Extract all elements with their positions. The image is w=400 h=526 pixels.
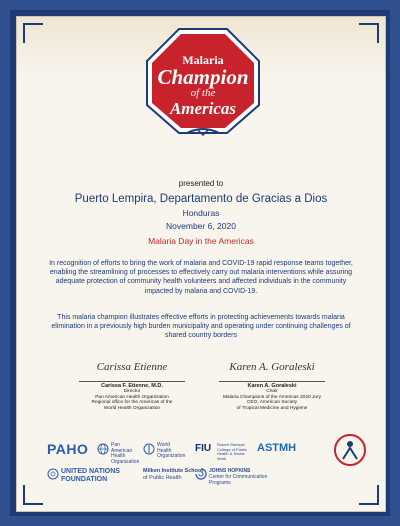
malaria-champion-badge xyxy=(143,25,263,137)
corner-ornament xyxy=(359,485,379,505)
who-emblem-icon xyxy=(143,443,155,455)
milken-logo-line2: of Public Health xyxy=(143,475,182,481)
corner-ornament xyxy=(359,23,379,43)
malaria-alliance-emblem-icon xyxy=(333,433,367,467)
johns-hopkins-logo-line2: Center for Communication Programs xyxy=(209,474,268,486)
badge-line-malaria: Malaria xyxy=(182,53,224,67)
corner-ornament xyxy=(23,485,43,505)
presented-to-label: presented to xyxy=(178,179,224,188)
signatory-role: Malaria Champions of the Americas 2020 Jury xyxy=(222,394,322,400)
un-foundation-logo-line1: UNITED NATIONS xyxy=(61,468,120,475)
johns-hopkins-logo-line1: JOHNS HOPKINS xyxy=(209,468,251,474)
badge-line-americas: Americas xyxy=(169,99,237,118)
signature-line xyxy=(219,381,325,382)
signatory-role: Regional office for the Americas of the xyxy=(91,400,173,406)
recipient-country: Honduras xyxy=(182,208,220,218)
sponsor-logos-row-2 xyxy=(45,465,305,487)
signatory-role: World Health Organization xyxy=(103,405,161,411)
citation-paragraph: In recognition of efforts to bring the work of malaria and COVID-19 rapid response teams together, enabling the streamlining of processes to effectively carry out malaria interventions while assuring adequate protection of community health volunteers and affected individuals in the community impacted by malaria and COVID-19. xyxy=(49,260,353,295)
astmh-logo: ASTMH xyxy=(257,442,297,454)
handwritten-signature: Carissa Etienne xyxy=(96,361,168,373)
award-date: November 6, 2020 xyxy=(166,221,236,231)
corner-ornament xyxy=(23,23,43,43)
handwritten-signature: Karen A. Goraleski xyxy=(229,361,315,373)
badge-line-of-the: of the xyxy=(190,87,216,99)
badge-line-champion: Champion xyxy=(157,65,249,89)
signature-block-chair xyxy=(197,361,347,411)
milken-logo-line1: Milken Institute School xyxy=(143,468,203,474)
signatory-name: Karen A. Goraleski xyxy=(247,383,297,389)
signatory-role: CEO, American Society xyxy=(246,400,298,406)
recipient-name: Puerto Lempira, Departamento de Gracias a Dios xyxy=(74,193,328,205)
signatory-role: of Tropical Medicine and Hygiene xyxy=(236,405,308,411)
fiu-logo: FIU xyxy=(195,443,212,454)
paho-subtitle: Pan American Health Organization xyxy=(111,442,140,465)
event-name: Malaria Day in the Americas xyxy=(148,236,254,246)
paho-logo: PAHO xyxy=(47,441,89,457)
globe-icon xyxy=(97,443,109,455)
un-emblem-icon xyxy=(47,468,59,480)
signature-line xyxy=(79,381,185,382)
un-foundation-logo-line2: FOUNDATION xyxy=(61,476,108,483)
signatory-role: Pan American Health Organization xyxy=(95,394,169,400)
signature-block-director xyxy=(57,361,207,411)
johns-hopkins-swirl-icon xyxy=(195,468,207,480)
who-subtitle: World Health Organization xyxy=(157,442,186,460)
sponsor-logos-row-1 xyxy=(45,439,365,465)
signatory-role: Chair xyxy=(266,389,278,394)
certificate xyxy=(16,16,386,512)
citation-paragraph: This malaria champion illustrates effective efforts in protecting achievements towards malaria elimination in a previously high burden municipality and operating under continuing challenges of shared country borders xyxy=(51,314,351,340)
signatory-role: Director xyxy=(123,389,141,394)
signatory-name: Carissa F. Etienne, M.D. xyxy=(101,383,163,389)
fiu-subtitle: Robert Stempel College of Public Health & Social Work xyxy=(217,442,248,461)
